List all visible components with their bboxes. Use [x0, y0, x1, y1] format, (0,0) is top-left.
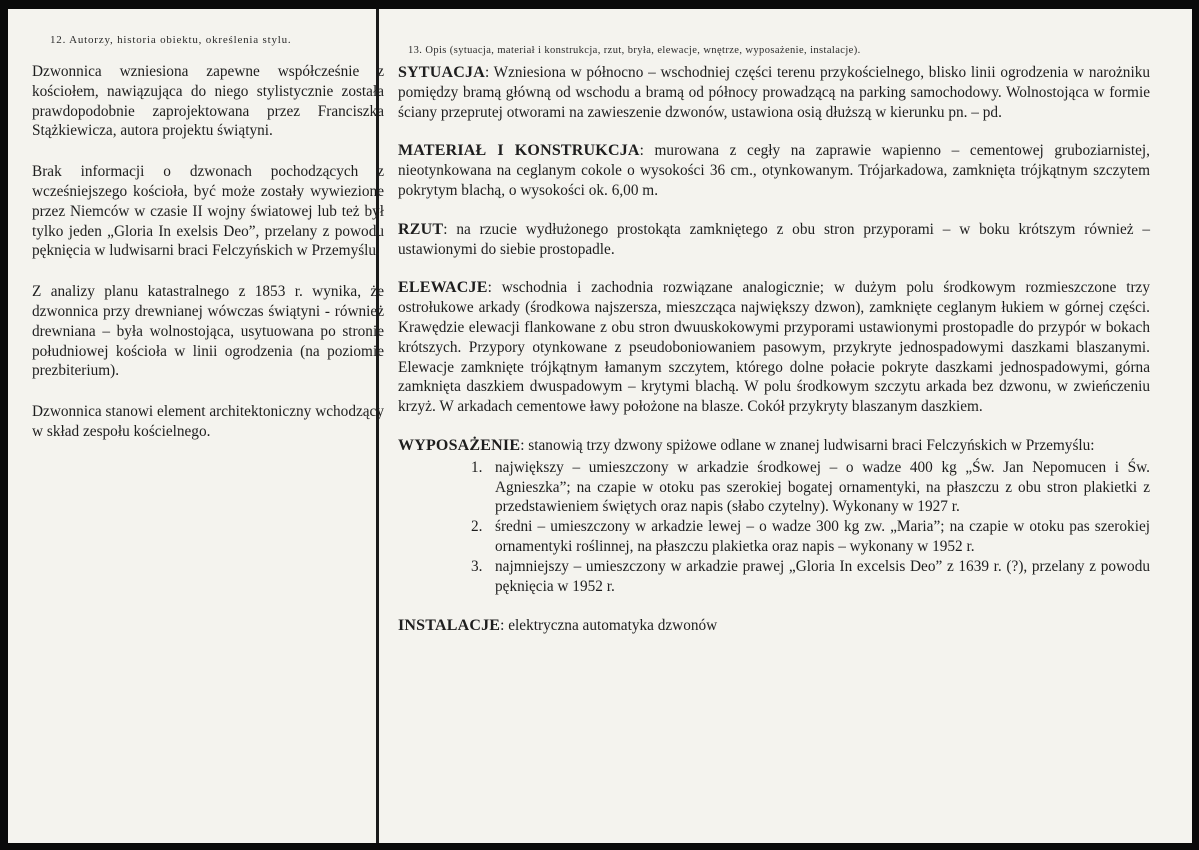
section-text: : na rzucie wydłużonego prostokąta zamkniętego z obu stron przyporami – w boku krótszym również – ustawionymi do siebie prostopadle.: [398, 220, 1150, 258]
list-number: 1.: [471, 458, 483, 476]
list-text: największy – umieszczony w arkadzie środkowej – o wadze 400 kg „Św. Jan Nepomucen i Św. Agnieszka”; na czapie w otoku pas szerokiej bogatej ornamentyki, na płaszczu z obu stron plakietki z przedstawieniem świętych oraz napis (słabo czytelny). Wykonany w 1927 r.: [495, 458, 1150, 516]
section-label: ELEWACJE: [398, 279, 488, 297]
section-elewacje: [398, 278, 1150, 417]
list-number: 3.: [471, 557, 483, 575]
section-wyposazenie: [398, 436, 1150, 456]
right-header: 13. Opis (sytuacja, materiał i konstrukcja, rzut, bryła, elewacje, wnętrze, wyposażenie, instalacje).: [408, 45, 861, 56]
list-item: [471, 557, 1150, 597]
section-material: [398, 141, 1150, 200]
section-label: INSTALACJE: [398, 617, 501, 635]
left-paragraph-1: Dzwonnica wzniesiona zapewne współcześnie z kościołem, nawiązująca do niego stylistycznie została prawdopodobnie zaprojektowana przez Franciszka Stążkiewicza, autora projektu świątyni.: [32, 63, 384, 140]
document-page: [8, 9, 1192, 843]
left-paragraph-4: Dzwonnica stanowi element architektoniczny wchodzący w skład zespołu kościelnego.: [32, 403, 384, 440]
section-label: WYPOSAŻENIE: [398, 436, 521, 454]
bells-list: [398, 458, 1150, 597]
section-text: : murowana z cegły na zaprawie wapienno – cementowej gruboziarnistej, nieotynkowana na ceglanym cokole o wysokości 36 cm., otynkowanym. Trójarkadowa, zamknięta trójkątnym szczytem pokrytym blachą, o wysokości ok. 6,00 m.: [398, 142, 1150, 199]
section-text: : elektryczna automatyka dzwonów: [500, 617, 718, 635]
list-text: średni – umieszczony w arkadzie lewej – o wadze 300 kg zw. „Maria”; na czapie w otoku pas szerokiej ornamentyki roślinnej, na płaszczu plakietka oraz napis – wykonany w 1952 r.: [495, 518, 1150, 555]
section-text: : stanowią trzy dzwony spiżowe odlane w znanej ludwisarni braci Felczyńskich w Przemyślu:: [520, 436, 1095, 454]
section-label: SYTUACJA: [398, 64, 485, 81]
section-text: : wschodnia i zachodnia rozwiązane analogicznie; w dużym polu środkowym rozmieszczone trzy ostrołukowe arkady (środkowa najszersza, mieszcząca największy dzwon), zamknięte ceglanym łukiem w górnej części. Krawędzie elewacji flankowane z obu stron dwuuskokowymi przyporami ustawionymi prostopadle do przypór w bokach krótszych. Przypory otynkowane z pseudoboniowaniem pasowym, przykryte jednospadowymi daszkami blaszanymi. Elewacje zamknięte trójkątnym łamanym szczytem, którego dolne połacie pokryte daszkami jednospadowymi, górna zamknięta daszkiem dwuspadowym – krytymi blachą. W polu środkowym szczytu arkada bez dzwonu, w zwieńczeniu krzyż. W arkadach cementowe ławy położone na blasze. Cokół przykryty blaszanym daszkiem.: [398, 279, 1150, 416]
section-sytuacja: [398, 63, 1150, 122]
section-text: : Wzniesiona w północno – wschodniej części terenu przykościelnego, blisko linii ogrodzenia w narożniku pomiędzy bramą główną od wschodu a bramą od północy prowadzącą na parking samochodowy. Wolnostojąca w formie ściany przeprutej otworami na zawieszenie dzwonów, ustawiona osią dłuższą w kierunku pn. – pd.: [398, 64, 1150, 121]
left-column: [32, 62, 384, 463]
section-label: RZUT: [398, 220, 444, 238]
list-text: najmniejszy – umieszczony w arkadzie prawej „Gloria In excelsis Deo” z 1639 r. (?), przelany z powodu pęknięcia w 1952 r.: [495, 557, 1150, 595]
section-rzut: [398, 220, 1150, 260]
list-number: 2.: [471, 518, 483, 536]
left-paragraph-3: Z analizy planu katastralnego z 1853 r. wynika, że dzwonnica przy drewnianej wówczas świątyni - również drewniana – była wolnostojąca, usytuowana po stronie południowej kościoła w linii ogrodzenia (na poziomie prezbiterium).: [32, 283, 384, 380]
left-header: 12. Autorzy, historia obiektu, określenia stylu.: [50, 34, 292, 46]
list-item: [471, 458, 1150, 517]
list-item: [471, 517, 1150, 557]
section-instalacje: [398, 616, 1150, 636]
section-label: MATERIAŁ I KONSTRUKCJA: [398, 142, 640, 160]
left-paragraph-2: Brak informacji o dzwonach pochodzących z wcześniejszego kościoła, być może zostały wywiezione przez Niemców w czasie II wojny światowej lub też był tylko jeden „Gloria In exelsis Deo”, przelany z powodu pęknięcia w ludwisarni braci Felczyńskich w Przemyślu.: [32, 163, 384, 260]
right-column: [398, 63, 1150, 655]
